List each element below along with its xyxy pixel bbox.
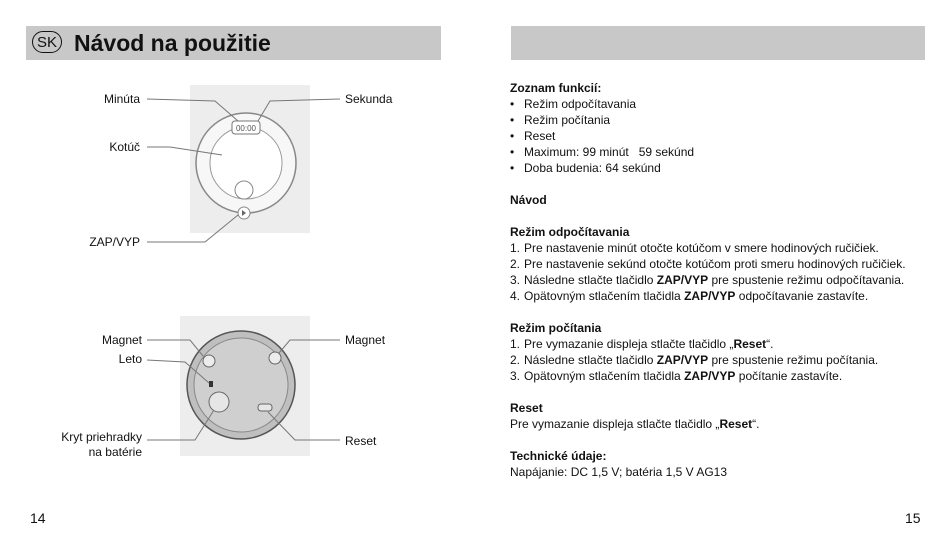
countdown-heading: Režim odpočítavania [510,225,630,239]
navod-heading: Návod [510,193,547,207]
reset-heading: Reset [510,401,543,415]
list-item: • Reset [510,129,556,143]
language-badge: SK [32,31,62,53]
right-page [475,0,950,536]
reset-text: Pre vymazanie displeja stlačte tlačidlo „Reset“. [510,417,760,431]
label-magnet-left: Magnet [101,333,142,347]
list-item: • Doba budenia: 64 sekúnd [510,161,661,175]
magnet-right [269,352,281,364]
tech-heading: Technické údaje: [510,449,607,463]
list-item: 2. Pre nastavenie sekúnd otočte kotúčom proti smeru hodinových ručičiek. [510,257,906,271]
svg-text:00:00: 00:00 [235,124,257,133]
reset-button [258,404,272,411]
label-kotuc: Kotúč [109,140,140,154]
instructions-content [510,80,940,480]
functions-heading: Zoznam funkcií: [510,81,602,95]
battery-cover [209,392,229,412]
page-title: Návod na použitie [74,30,271,56]
list-item: 4. Opätovným stlačením tlačidla ZAP/VYP odpočítavanie zastavíte. [510,289,869,303]
tech-text: Napájanie: DC 1,5 V; batéria 1,5 V AG13 [510,465,728,479]
label-reset: Reset [345,434,377,448]
list-item: 1. Pre vymazanie displeja stlačte tlačidlo „Reset“. [510,337,774,351]
label-sekunda: Sekunda [345,92,393,106]
label-kryt-line2: na batérie [88,445,142,459]
list-item: 1. Pre nastavenie minút otočte kotúčom v smere hodinových ručičiek. [510,241,879,255]
page-number-right: 15 [905,510,921,526]
magnet-left [203,355,215,367]
list-item: 2. Následne stlačte tlačidlo ZAP/VYP pre spustenie režimu počítania. [510,353,879,367]
countup-heading: Režim počítania [510,321,602,335]
list-item: • Režim počítania [510,113,611,127]
list-item: • Maximum: 99 minút 59 sekúnd [510,145,695,159]
list-item: • Režim odpočítavania [510,97,637,111]
page-header-bar [511,26,925,60]
countup-steps [510,336,940,384]
list-item: 3. Opätovným stlačením tlačidla ZAP/VYP počítanie zastavíte. [510,369,843,383]
label-minuta: Minúta [103,92,140,106]
label-kryt-line1: Kryt priehradky [61,430,142,444]
label-magnet-right: Magnet [345,333,386,347]
functions-list [510,96,940,176]
list-item: 3. Následne stlačte tlačidlo ZAP/VYP pre spustenie režimu odpočítavania. [510,273,905,287]
page-number-left: 14 [30,510,46,526]
leto-switch [209,381,213,387]
countdown-steps [510,240,940,304]
label-zap-vyp: ZAP/VYP [89,235,140,249]
label-leto: Leto [118,352,142,366]
